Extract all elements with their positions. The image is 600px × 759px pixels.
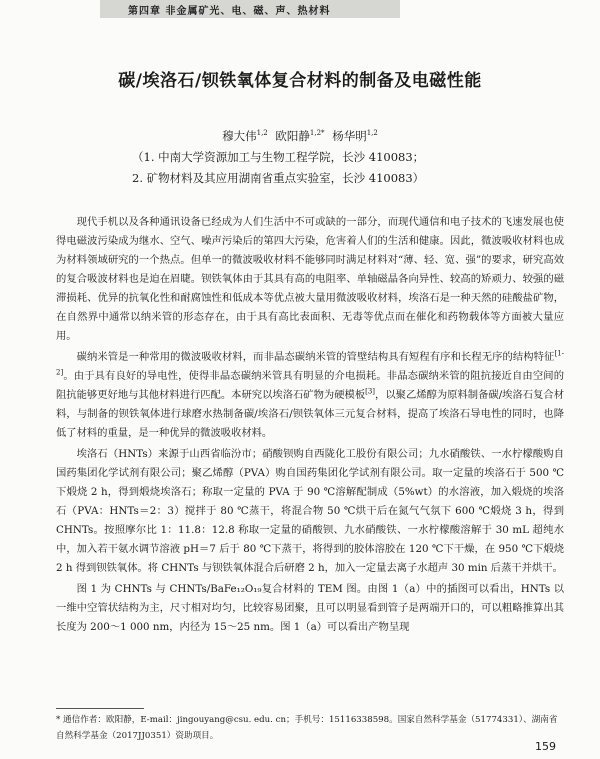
article-title: 碳/埃洛石/钡铁氧体复合材料的制备及电磁性能 bbox=[118, 71, 482, 91]
author-name: 欧阳静 bbox=[275, 129, 310, 143]
paragraph-text: 。由于具有良好的导电性，使得非晶态碳纳米管具有明显的介电损耗。非晶态碳纳米管的阻抗接近自由空间的阻抗能够更好地与其他材料进行匹配。本研究以埃洛石矿物为硬模板 bbox=[56, 370, 564, 401]
author-name: 穆大伟 bbox=[222, 129, 257, 143]
body-paragraph: 埃洛石（HNTs）来源于山西省临汾市；硝酸钡购自西陇化工股份有限公司；九水硝酸铁、一水柠檬酸购自国药集团化学试剂有限公司；聚乙烯醇（PVA）购自国药集团化学试剂有限公司。取一定量的埃洛石于 500 ℃下煅烧 2 h，得到煅烧埃洛石；称取一定量的 PVA 于 90 ℃溶解配制成（5%wt）的水溶液，加入煅烧的埃洛石（PVA：HNTs＝2：3）搅拌于 80 ℃蒸干，将混合物 50 ℃烘干后在氮气气氛下 600 ℃煅烧 3 h，得到 CHNTs。按照摩尔比 1：11.8：12.8 称取一定量的硝酸钡、九水硝酸铁、一水柠檬酸溶解于 30 mL 超纯水中，加入若干氨水调节溶液 pH＝7 后于 80 ℃下蒸干，将得到的胶体溶胶在 120 ℃下干燥，在 950 ℃下煅烧 2 h 得到钡铁氧体。将 CHNTs 与钡铁氧体混合后研磨 2 h，加入一定量去离子水超声 30 min 后蒸干并烘干。 bbox=[56, 448, 564, 574]
paragraph-text: ，以聚乙烯醇为原料制备碳/埃洛石复合材料，与制备的钡铁氧体进行球磨水热制备碳/埃洛石/钡铁氧体三元复合材料，提高了埃洛石导电性的同时，也降低了材料的重量，是一种优异的微波吸收材料。 bbox=[56, 389, 564, 439]
author-list bbox=[0, 128, 600, 144]
author-affiliation-mark: 1,2 bbox=[256, 129, 268, 138]
footnote: * 通信作者：欧阳静，E-mail：jingouyang@csu. edu. cn；手机号：15116338598。国家自然科学基金（51774331）、湖南省自然科学基金（2017JJ0351）资助项目。 bbox=[56, 715, 558, 741]
body-paragraph bbox=[56, 348, 564, 443]
affiliation-1: （1. 中南大学资源加工与生物工程学院，长沙 410083； bbox=[132, 150, 425, 164]
body-paragraph: 图 1 为 CHNTs 与 CHNTs/BaFe₁₂O₁₉复合材料的 TEM 图。由图 1（a）中的插图可以看出，HNTs 以一维中空管状结构为主，尺寸相对均匀，比较容易团聚，且可以明显看到管子是两端开口的，可以粗略推算出其长度为 200～1 000 nm，内径为 15～25 nm。图 1（a）可以看出产物呈现 bbox=[56, 583, 564, 633]
affiliation-2: 2. 矿物材料及其应用湖南省重点实验室，长沙 410083） bbox=[132, 171, 425, 185]
page-number: 159 bbox=[535, 740, 556, 753]
author-affiliation-mark: 1,2 bbox=[366, 129, 378, 138]
paragraph-text: 碳纳米管是一种常用的微波吸收材料，而非晶态碳纳米管的管壁结构具有短程有序和长程无序的结构特征 bbox=[76, 351, 555, 363]
author-affiliation-mark: 1,2* bbox=[309, 129, 325, 138]
article-body bbox=[56, 213, 564, 639]
body-paragraph: 现代手机以及各种通讯设备已经成为人们生活中不可或缺的一部分，而现代通信和电子技术的飞速发展也使得电磁波污染成为继水、空气、噪声污染后的第四大污染，危害着人们的生活和健康。因此，微波吸收材料也成为材料领域研究的一个热点。但单一的微波吸收材料不能够同时满足材料对“薄、轻、宽、强”的要求，研究高效的复合吸波材料也是迫在眉睫。钡铁氧体由于其具有高的电阻率、单轴磁晶各向异性、较高的矫顽力、较强的磁滞损耗、优异的抗氧化性和耐腐蚀性和低成本等优点被大量用微波吸收材料，埃洛石是一种天然的硅酸盐矿物，在自然界中通常以纳米管的形态存在，由于具有高比表面积、无毒等优点而在催化和药物载体等方面被大量应用。 bbox=[56, 216, 564, 342]
footnote-divider bbox=[56, 708, 144, 709]
citation-ref: [1-2] bbox=[56, 349, 564, 377]
running-header: 第四章 非金属矿光、电、磁、声、热材料 bbox=[128, 6, 331, 17]
citation-ref: [3] bbox=[365, 387, 376, 396]
author-name: 杨华明 bbox=[332, 129, 367, 143]
